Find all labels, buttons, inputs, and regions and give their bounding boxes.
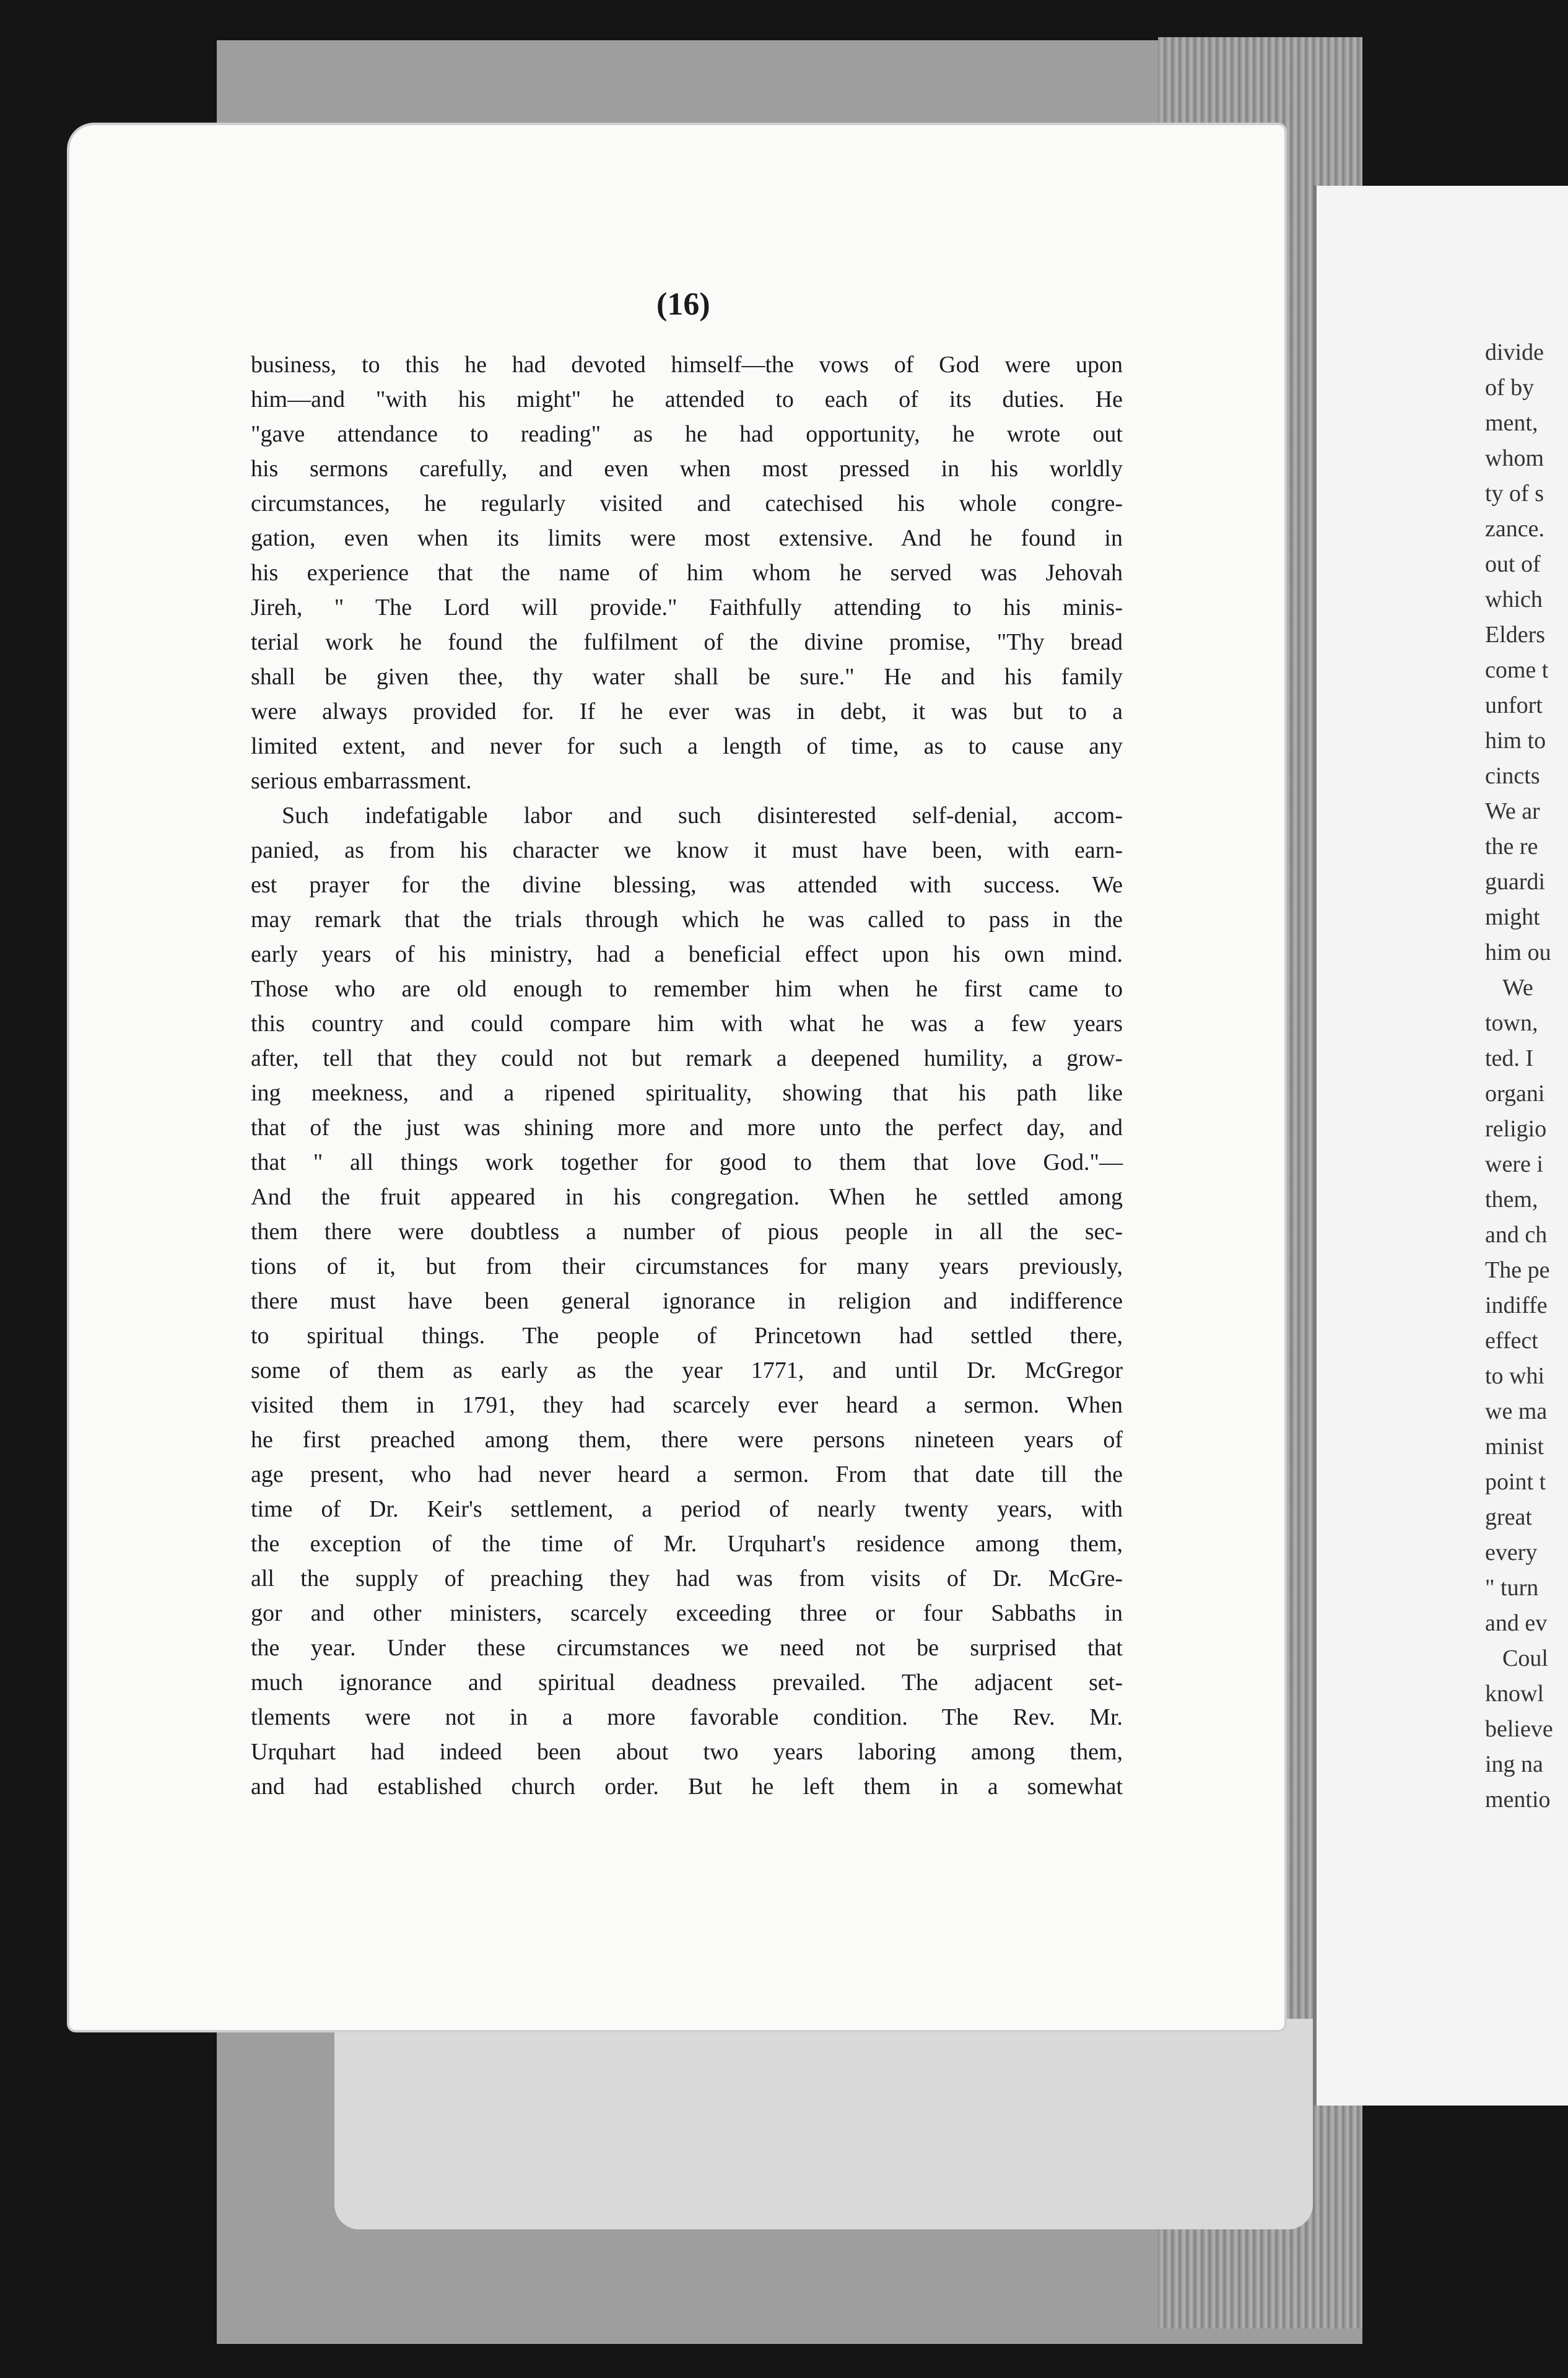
facing-page-line: guardi	[1485, 869, 1546, 895]
body-text-line: his experience that the name of him whom he served was Jehovah	[251, 560, 1123, 586]
body-text-line: gor and other ministers, scarcely exceeding three or four Sabbaths in	[251, 1600, 1123, 1626]
body-text-line: them there were doubtless a number of pious people in all the sec-	[251, 1219, 1123, 1245]
body-text-line: he first preached among them, there were persons nineteen years of	[251, 1427, 1123, 1453]
facing-page-line: The pe	[1485, 1257, 1550, 1283]
facing-page-line: knowl	[1485, 1681, 1544, 1707]
body-text-line: tions of it, but from their circumstances for many years previously,	[251, 1253, 1123, 1279]
body-text-line: after, tell that they could not but remark a deepened humility, a grow-	[251, 1045, 1123, 1071]
body-text-line: limited extent, and never for such a length of time, as to cause any	[251, 733, 1123, 759]
facing-page-line: town,	[1485, 1010, 1538, 1036]
facing-page-line: " turn	[1485, 1575, 1539, 1601]
facing-page-line: them,	[1485, 1187, 1538, 1213]
body-text-line: serious embarrassment.	[251, 768, 472, 794]
body-text-line: "gave attendance to reading" as he had opportunity, he wrote out	[251, 421, 1123, 447]
facing-page-line: we ma	[1485, 1398, 1548, 1424]
facing-page	[1313, 186, 1568, 2106]
body-text-line: much ignorance and spiritual deadness prevailed. The adjacent set-	[251, 1670, 1123, 1696]
page-number: (16)	[656, 287, 710, 322]
facing-page-line: the re	[1485, 834, 1538, 860]
body-text-line: tlements were not in a more favorable condition. The Rev. Mr.	[251, 1704, 1123, 1730]
facing-page-line: ty of s	[1485, 481, 1544, 507]
facing-page-line: might	[1485, 904, 1540, 930]
facing-page-line: and ev	[1485, 1610, 1548, 1636]
body-text-line: est prayer for the divine blessing, was attended with success. We	[251, 872, 1123, 898]
facing-page-line: minist	[1485, 1434, 1544, 1460]
facing-page-line: divide	[1485, 339, 1544, 365]
body-text-line: visited them in 1791, they had scarcely ever heard a sermon. When	[251, 1392, 1123, 1418]
body-text-line: that " all things work together for good to them that love God."—	[251, 1149, 1123, 1175]
facing-page-line: were i	[1485, 1151, 1543, 1177]
body-text-line: Such indefatigable labor and such disinterested self-denial, accom-	[282, 803, 1123, 829]
facing-page-line: We ar	[1485, 798, 1540, 824]
facing-page-line: effect	[1485, 1328, 1538, 1354]
body-text-line: the year. Under these circumstances we need not be surprised that	[251, 1635, 1123, 1661]
facing-page-line: of by	[1485, 375, 1535, 401]
body-text-line: to spiritual things. The people of Princetown had settled there,	[251, 1323, 1123, 1349]
body-text-line: the exception of the time of Mr. Urquhart's residence among them,	[251, 1531, 1123, 1557]
facing-page-line: come t	[1485, 657, 1549, 683]
facing-page-line: cincts	[1485, 763, 1540, 789]
body-text-line: Urquhart had indeed been about two years laboring among them,	[251, 1739, 1123, 1765]
body-text-line: shall be given thee, thy water shall be sure." He and his family	[251, 664, 1123, 690]
facing-page-line: great	[1485, 1504, 1532, 1530]
facing-page-line: indiffe	[1485, 1292, 1548, 1318]
body-text-line: him—and "with his might" he attended to each of its duties. He	[251, 386, 1123, 412]
facing-page-line: zance.	[1485, 516, 1544, 542]
body-text-line: circumstances, he regularly visited and catechised his whole congre-	[251, 490, 1123, 516]
facing-page-line: every	[1485, 1540, 1538, 1566]
body-text-line: Those who are old enough to remember him when he first came to	[251, 976, 1123, 1002]
facing-page-line: to whi	[1485, 1363, 1545, 1389]
facing-page-line: Coul	[1502, 1645, 1548, 1671]
body-text-line: business, to this he had devoted himself—the vows of God were upon	[251, 352, 1123, 378]
facing-page-line: out of	[1485, 551, 1541, 577]
facing-page-line: him ou	[1485, 939, 1551, 965]
body-text-line: ing meekness, and a ripened spirituality, showing that his path like	[251, 1080, 1123, 1106]
body-text-line: terial work he found the fulfilment of the divine promise, "Thy bread	[251, 629, 1123, 655]
facing-page-line: religio	[1485, 1116, 1547, 1142]
body-text-line: may remark that the trials through which he was called to pass in the	[251, 907, 1123, 933]
body-text-line: early years of his ministry, had a beneficial effect upon his own mind.	[251, 941, 1123, 967]
body-text-line: Jireh, " The Lord will provide." Faithfully attending to his minis-	[251, 594, 1123, 621]
body-text-line: that of the just was shining more and more unto the perfect day, and	[251, 1115, 1123, 1141]
facing-page-line: which	[1485, 586, 1543, 612]
page-curl	[334, 2019, 1313, 2229]
body-text-line: gation, even when its limits were most extensive. And he found in	[251, 525, 1123, 551]
facing-page-line: ment,	[1485, 410, 1538, 436]
facing-page-line: Elders	[1485, 622, 1546, 648]
facing-page-line: point t	[1485, 1469, 1546, 1495]
facing-page-line: ted. I	[1485, 1045, 1534, 1071]
facing-page-line: and ch	[1485, 1222, 1548, 1248]
body-text-line: panied, as from his character we know it must have been, with earn-	[251, 837, 1123, 863]
body-text-line: And the fruit appeared in his congregation. When he settled among	[251, 1184, 1123, 1210]
facing-page-line: organi	[1485, 1081, 1545, 1107]
body-text-line: his sermons carefully, and even when most pressed in his worldly	[251, 456, 1123, 482]
body-text-line: time of Dr. Keir's settlement, a period of nearly twenty years, with	[251, 1496, 1123, 1522]
facing-page-line: We	[1502, 975, 1533, 1001]
body-text-line: and had established church order. But he left them in a somewhat	[251, 1774, 1123, 1800]
body-text-line: age present, who had never heard a sermon. From that date till the	[251, 1461, 1123, 1487]
facing-page-line: whom	[1485, 445, 1544, 471]
facing-page-line: him to	[1485, 728, 1546, 754]
facing-page-line: mentio	[1485, 1787, 1551, 1813]
facing-page-line: ing na	[1485, 1751, 1543, 1777]
body-text-line: some of them as early as the year 1771, and until Dr. McGregor	[251, 1357, 1123, 1383]
body-text-line: there must have been general ignorance in religion and indifference	[251, 1288, 1123, 1314]
facing-page-line: unfort	[1485, 692, 1543, 718]
body-text-line: all the supply of preaching they had was from visits of Dr. McGre-	[251, 1566, 1123, 1592]
body-text-line: this country and could compare him with what he was a few years	[251, 1011, 1123, 1037]
facing-page-line: believe	[1485, 1716, 1553, 1742]
body-text-line: were always provided for. If he ever was in debt, it was but to a	[251, 699, 1123, 725]
